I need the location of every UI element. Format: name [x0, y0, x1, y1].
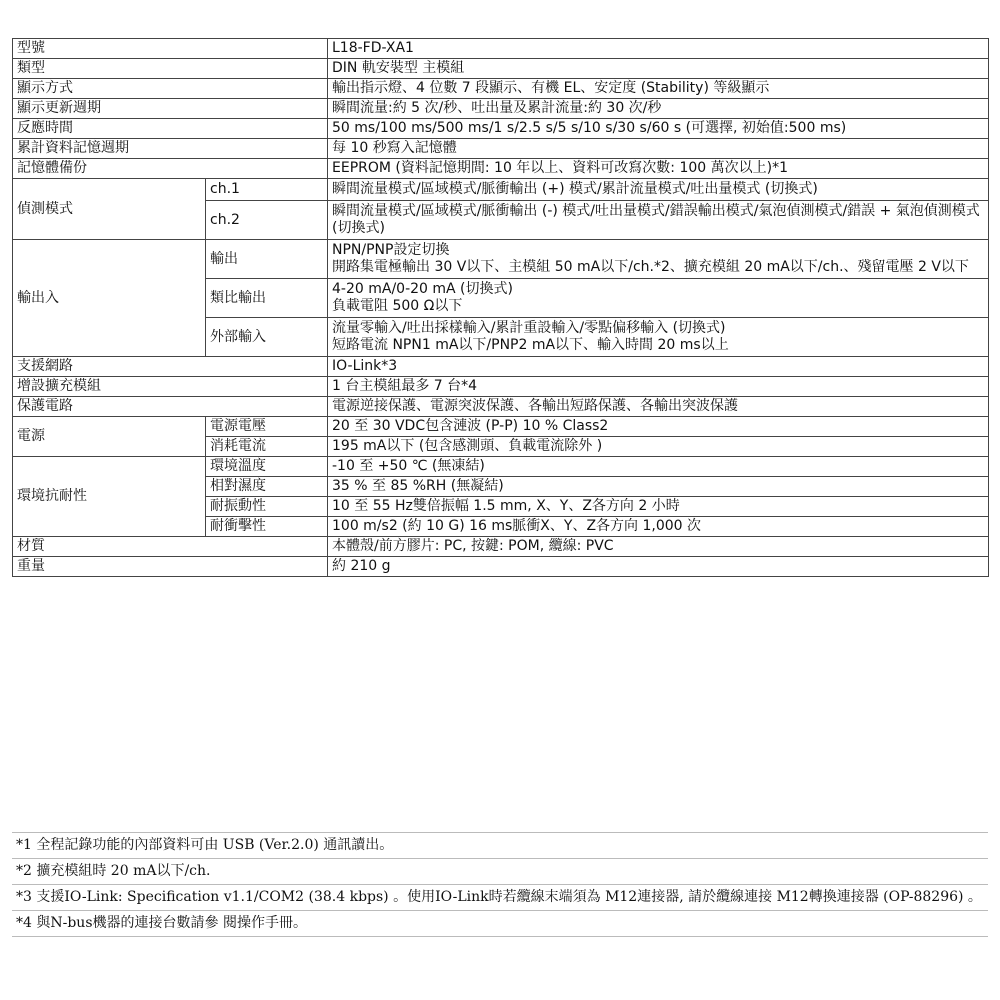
value-expansion: 1 台主模組最多 7 台*4 — [328, 377, 989, 397]
row-network — [13, 357, 989, 377]
row-record-cycle — [13, 139, 989, 159]
value-io-analog-line2: 負載電阻 500 Ω以下 — [332, 298, 463, 314]
label-network: 支援網路 — [13, 357, 328, 377]
value-power-voltage: 20 至 30 VDC包含漣波 (P-P) 10 % Class2 — [328, 417, 989, 437]
row-display — [13, 79, 989, 99]
label-io-output: 輸出 — [206, 240, 328, 279]
label-power-voltage: 電源電壓 — [206, 417, 328, 437]
row-expansion — [13, 377, 989, 397]
row-backup — [13, 159, 989, 179]
label-response: 反應時間 — [13, 119, 328, 139]
value-type: DIN 軌安裝型 主模組 — [328, 59, 989, 79]
value-env-vibration: 10 至 55 Hz雙倍振幅 1.5 mm, X、Y、Z各方向 2 小時 — [328, 497, 989, 517]
label-weight: 重量 — [13, 557, 328, 577]
value-env-shock: 100 m/s2 (約 10 G) 16 ms脈衝X、Y、Z各方向 1,000 次 — [328, 517, 989, 537]
footnotes — [12, 832, 988, 937]
row-weight — [13, 557, 989, 577]
footnote-2: *2 擴充模組時 20 mA以下/ch. — [12, 859, 988, 885]
value-detect-ch1: 瞬間流量模式/區域模式/脈衝輸出 (+) 模式/累計流量模式/吐出量模式 (切換式) — [328, 179, 989, 201]
row-model — [13, 39, 989, 59]
value-protection: 電源逆接保護、電源突波保護、各輸出短路保護、各輸出突波保護 — [328, 397, 989, 417]
row-detect-ch1 — [13, 179, 989, 201]
label-refresh: 顯示更新週期 — [13, 99, 328, 119]
footnote-4: *4 與N-bus機器的連接台數請參 閱操作手冊。 — [12, 911, 988, 937]
label-env-humidity: 相對濕度 — [206, 477, 328, 497]
value-detect-ch2: 瞬間流量模式/區域模式/脈衝輸出 (-) 模式/吐出量模式/錯誤輸出模式/氣泡偵測模式/錯誤 + 氣泡偵測模式 (切換式) — [328, 201, 989, 240]
label-env: 環境抗耐性 — [13, 457, 206, 537]
value-refresh: 瞬間流量:約 5 次/秒、吐出量及累計流量:約 30 次/秒 — [328, 99, 989, 119]
label-backup: 記憶體備份 — [13, 159, 328, 179]
label-display: 顯示方式 — [13, 79, 328, 99]
label-detect: 偵測模式 — [13, 179, 206, 240]
label-env-vibration: 耐振動性 — [206, 497, 328, 517]
label-expansion: 增設擴充模組 — [13, 377, 328, 397]
label-record-cycle: 累計資料記憶週期 — [13, 139, 328, 159]
value-io-output-line1: NPN/PNP設定切換 — [332, 242, 450, 258]
row-io-output — [13, 240, 989, 279]
label-env-temp: 環境溫度 — [206, 457, 328, 477]
footnote-1: *1 全程記錄功能的內部資料可由 USB (Ver.2.0) 通訊讀出。 — [12, 832, 988, 859]
value-model: L18-FD-XA1 — [328, 39, 989, 59]
footnote-3: *3 支援IO-Link: Specification v1.1/COM2 (38.4 kbps) 。使用IO-Link時若纜線末端須為 M12連接器, 請於纜線連接 M12轉換連接器 (OP-88296) 。 — [12, 885, 988, 911]
value-backup: EEPROM (資料記憶期間: 10 年以上、資料可改寫次數: 100 萬次以上)*1 — [328, 159, 989, 179]
value-network: IO-Link*3 — [328, 357, 989, 377]
label-model: 型號 — [13, 39, 328, 59]
value-io-output — [328, 240, 989, 279]
label-power: 電源 — [13, 417, 206, 457]
label-io-analog: 類比輸出 — [206, 279, 328, 318]
row-protection — [13, 397, 989, 417]
value-env-humidity: 35 % 至 85 %RH (無凝結) — [328, 477, 989, 497]
row-response — [13, 119, 989, 139]
value-io-ext-in — [328, 318, 989, 357]
value-record-cycle: 每 10 秒寫入記憶體 — [328, 139, 989, 159]
value-material: 本體殼/前方膠片: PC, 按鍵: POM, 纜線: PVC — [328, 537, 989, 557]
label-env-shock: 耐衝擊性 — [206, 517, 328, 537]
value-response: 50 ms/100 ms/500 ms/1 s/2.5 s/5 s/10 s/30 s/60 s (可選擇, 初始值:500 ms) — [328, 119, 989, 139]
label-protection: 保護電路 — [13, 397, 328, 417]
value-io-analog-line1: 4-20 mA/0-20 mA (切換式) — [332, 281, 513, 297]
value-env-temp: -10 至 +50 ℃ (無凍結) — [328, 457, 989, 477]
value-io-output-line2: 開路集電極輸出 30 V以下、主模組 50 mA以下/ch.*2、擴充模組 20 mA以下/ch.、殘留電壓 2 V以下 — [332, 259, 969, 275]
row-type — [13, 59, 989, 79]
row-power-voltage — [13, 417, 989, 437]
row-material — [13, 537, 989, 557]
value-weight: 約 210 g — [328, 557, 989, 577]
label-power-current: 消耗電流 — [206, 437, 328, 457]
row-refresh — [13, 99, 989, 119]
spec-table — [12, 38, 989, 577]
value-display: 輸出指示燈、4 位數 7 段顯示、有機 EL、安定度 (Stability) 等級顯示 — [328, 79, 989, 99]
value-io-ext-in-line1: 流量零輸入/吐出採樣輸入/累計重設輸入/零點偏移輸入 (切換式) — [332, 320, 726, 336]
label-io: 輸出入 — [13, 240, 206, 357]
label-detect-ch1: ch.1 — [206, 179, 328, 201]
row-env-temp — [13, 457, 989, 477]
label-detect-ch2: ch.2 — [206, 201, 328, 240]
label-material: 材質 — [13, 537, 328, 557]
value-io-analog — [328, 279, 989, 318]
label-type: 類型 — [13, 59, 328, 79]
label-io-ext-in: 外部輸入 — [206, 318, 328, 357]
value-io-ext-in-line2: 短路電流 NPN1 mA以下/PNP2 mA以下、輸入時間 20 ms以上 — [332, 337, 729, 353]
value-power-current: 195 mA以下 (包含感測頭、負載電流除外 ) — [328, 437, 989, 457]
